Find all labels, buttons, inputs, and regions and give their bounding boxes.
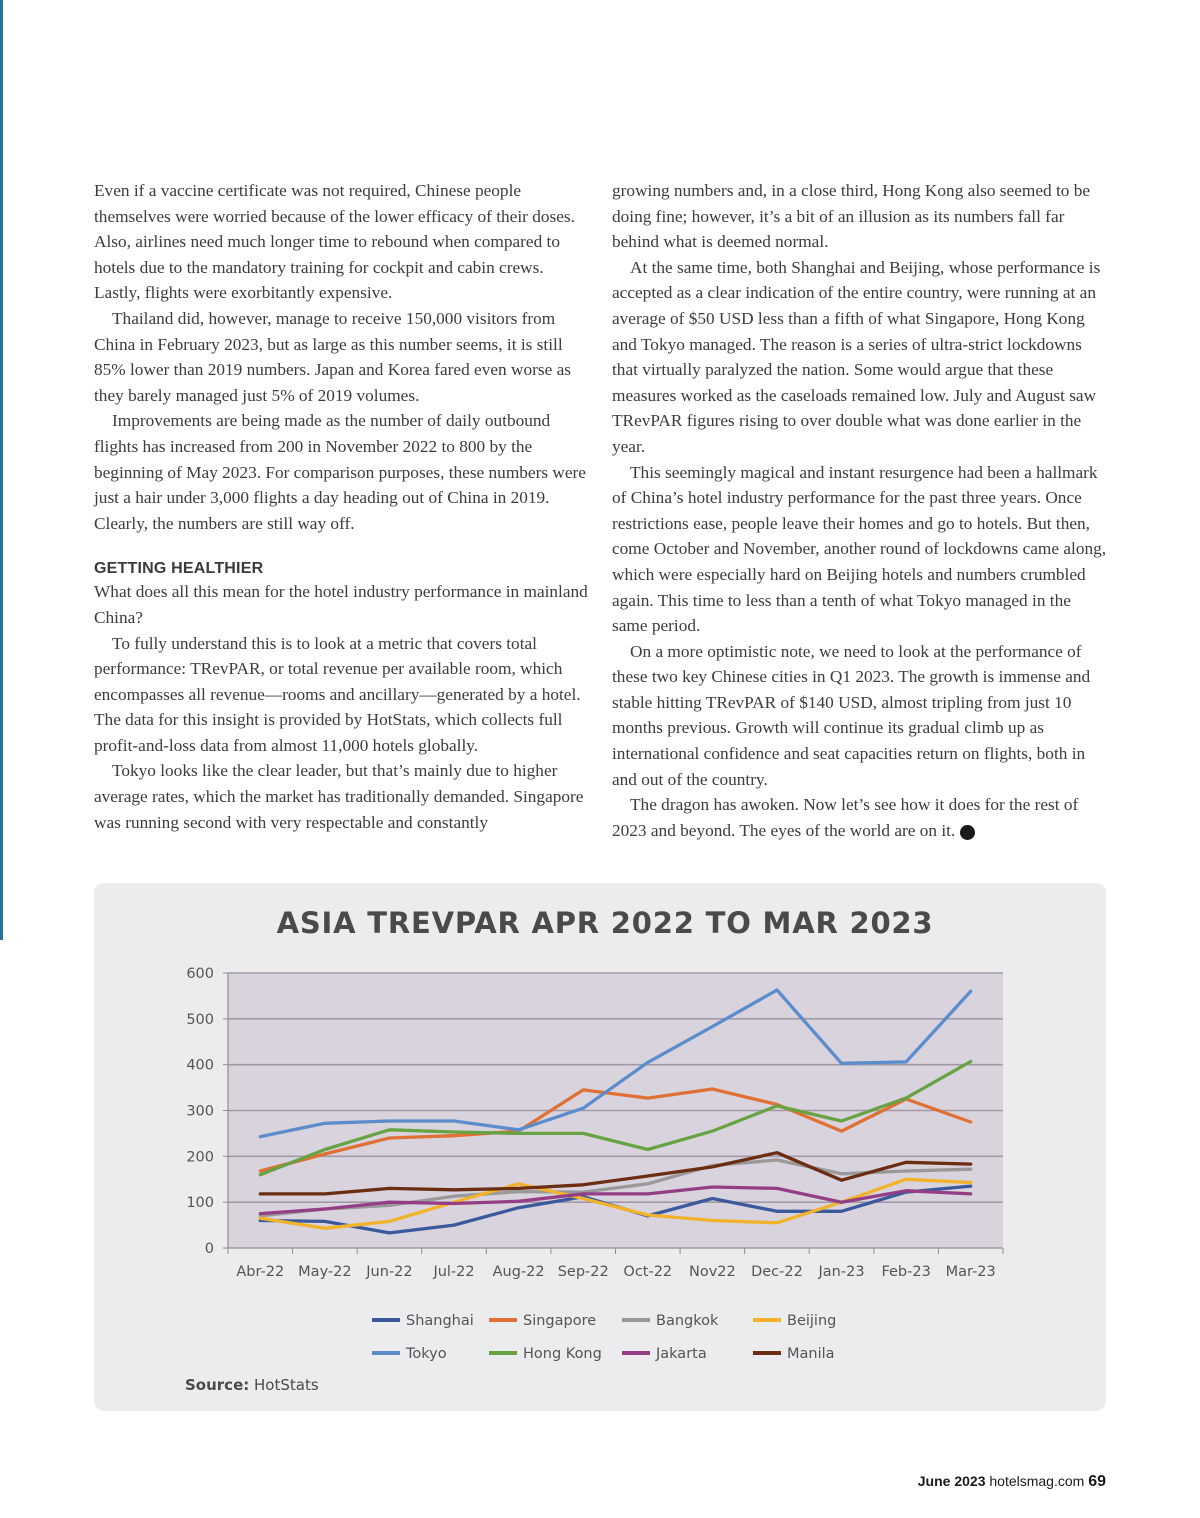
paragraph: What does all this mean for the hotel industry performance in mainland China?	[94, 582, 588, 627]
y-tick-label: 200	[186, 1149, 214, 1166]
y-tick-label: 100	[186, 1195, 214, 1212]
x-tick-label: Jul-22	[433, 1264, 475, 1280]
paragraph: To fully understand this is to look at a metric that covers total performance: TRevPAR, or total revenue per available room, which encompasses all revenue—rooms and ancillary—generated by a hotel. The data for this insight is provided by HotStats, which collects full profit-and-loss data from almost 11,000 hotels globally.	[94, 633, 581, 755]
paragraph: Thailand did, however, manage to receive 150,000 visitors from China in February 2023, but as large as this number seems, it is still 85% lower than 2019 numbers. Japan and Korea fared even worse as they barely managed just 5% of 2019 volumes.	[94, 308, 571, 405]
paragraph: This seemingly magical and instant resurgence had been a hallmark of China’s hotel industry performance for the past three years. Once restrictions ease, people leave their homes and go to hotels. But then, come October and November, another round of lockdowns came along, which were especially hard on Beijing hotels and numbers crumbled again. This time to less than a tenth of what Tokyo managed in the same period.	[612, 462, 1107, 636]
legend-label-beijing: Beijing	[787, 1313, 837, 1329]
page-number: 69	[1088, 1473, 1106, 1490]
paragraph: At the same time, both Shanghai and Beijing, whose performance is accepted as a clear indication of the entire country, were running at an average of $50 USD less than a fifth of what Singapore, Hong Kong and Tokyo managed. The reason is a series of ultra-strict lockdowns that virtually paralyzed the nation. Some would argue that these measures worked as the caseloads remained low. July and August saw TRevPAR figures rising to over double what was done earlier in the year.	[612, 257, 1101, 456]
paragraph: growing numbers and, in a close third, Hong Kong also seemed to be doing fine; however, it’s a bit of an illusion as its numbers fall far behind what is deemed normal.	[612, 181, 1091, 252]
legend-label-manila: Manila	[787, 1346, 835, 1362]
legend-label-shanghai: Shanghai	[406, 1313, 474, 1329]
legend-label-singapore: Singapore	[523, 1313, 597, 1329]
x-tick-label: Jun-22	[366, 1264, 413, 1280]
x-tick-label: Oct-22	[623, 1264, 673, 1280]
footer-issue-date: June 2023	[917, 1473, 986, 1489]
paragraph: Tokyo looks like the clear leader, but that’s mainly due to higher average rates, which the market has traditionally demanded. Singapore was running second with very respectable and constantly	[94, 761, 584, 832]
y-tick-label: 600	[186, 966, 214, 982]
paragraph: Even if a vaccine certificate was not required, Chinese people themselves were worried because of the lower efficacy of their doses. Also, airlines need much longer time to rebound when compared to hotels due to the mandatory training for cockpit and cabin crews. Lastly, flights were exorbitantly expensive.	[94, 181, 575, 303]
footer-site: hotelsmag.com	[989, 1473, 1085, 1489]
x-tick-label: Mar-23	[945, 1264, 996, 1280]
page-footer	[918, 1473, 1106, 1491]
closing-text: The dragon has awoken. Now let’s see how it does for the rest of 2023 and beyond. The eyes of the world are on it.	[612, 795, 1079, 840]
y-tick-label: 0	[204, 1241, 214, 1257]
chart-source	[185, 1376, 319, 1394]
x-tick-label: Aug-22	[492, 1264, 545, 1280]
x-tick-label: Abr-22	[236, 1264, 285, 1280]
x-tick-label: Feb-23	[881, 1264, 931, 1280]
legend-label-jakarta: Jakarta	[656, 1346, 707, 1362]
source-label: Source:	[185, 1376, 250, 1394]
legend-label-hong-kong: Hong Kong	[523, 1346, 602, 1362]
y-tick-label: 500	[186, 1011, 214, 1028]
legend-label-tokyo: Tokyo	[406, 1346, 447, 1362]
x-tick-label: Nov22	[689, 1264, 736, 1280]
chart-title: ASIA TREVPAR APR 2022 TO MAR 2023	[276, 906, 934, 940]
y-tick-label: 400	[186, 1057, 214, 1074]
paragraph: Improvements are being made as the number of daily outbound flights has increased from 200 in November 2022 to 800 by the beginning of May 2023. For comparison purposes, these numbers were just a hair under 3,000 flights a day heading out of China in 2019. Clearly, the numbers are still way off.	[94, 411, 586, 533]
section-heading: GETTING HEALTHIER	[94, 560, 264, 578]
legend-label-bangkok: Bangkok	[656, 1313, 719, 1329]
y-tick-label: 300	[186, 1103, 214, 1120]
paragraph: On a more optimistic note, we need to look at the performance of these two key Chinese cities in Q1 2023. The growth is immense and stable hitting TRevPAR of $140 USD, almost tripling from just 10 months previous. Growth will continue its gradual climb up as international confidence and seat capacities return on flights, both in and out of the country.	[612, 641, 1091, 789]
x-tick-label: Dec-22	[751, 1264, 803, 1280]
x-tick-label: Sep-22	[557, 1264, 609, 1280]
x-tick-label: Jan-23	[818, 1264, 865, 1280]
x-tick-label: May-22	[298, 1264, 352, 1280]
source-value: HotStats	[254, 1376, 319, 1394]
end-mark-icon: H	[960, 825, 975, 840]
